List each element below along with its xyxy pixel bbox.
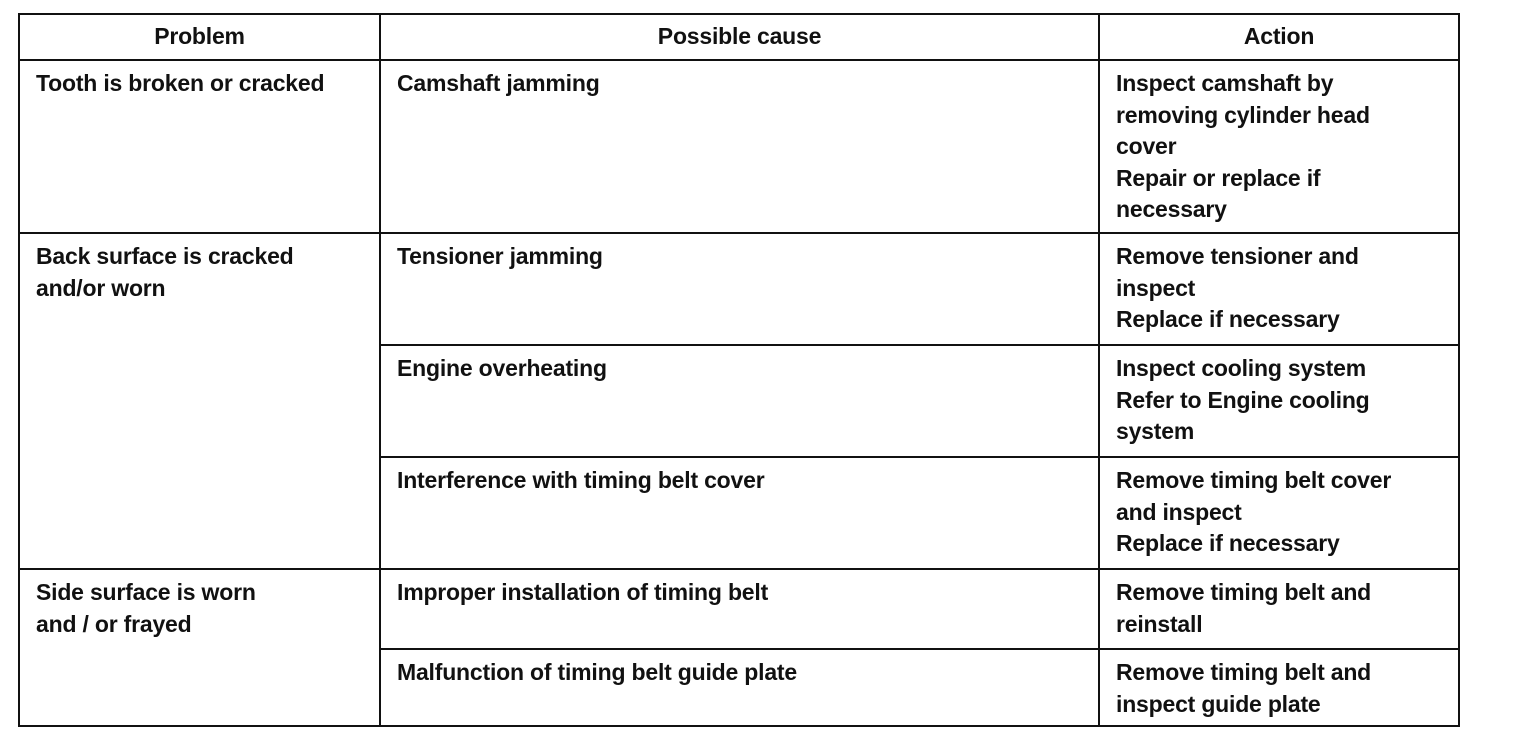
cause-cell: Camshaft jamming: [380, 60, 1099, 233]
action-text: Repair or replace if: [1116, 164, 1321, 191]
cause-cell: Interference with timing belt cover: [380, 457, 1099, 569]
header-possible-cause: Possible cause: [380, 14, 1099, 60]
header-action: Action: [1099, 14, 1459, 60]
table-row: [19, 569, 1459, 649]
action-text: Remove tensioner and: [1116, 243, 1359, 269]
action-text: Refer to Engine cooling: [1116, 386, 1370, 413]
action-cell: [1099, 233, 1459, 345]
cause-cell: Tensioner jamming: [380, 233, 1099, 345]
troubleshooting-table: [18, 13, 1460, 727]
action-cell: [1099, 569, 1459, 649]
table-row: [19, 233, 1459, 345]
action-cell: [1099, 345, 1459, 457]
table-row: [19, 60, 1459, 233]
action-text: Remove timing belt and: [1116, 659, 1372, 685]
action-text: system: [1116, 418, 1195, 444]
action-text: Remove timing belt and: [1116, 579, 1372, 605]
action-text: removing cylinder head: [1116, 101, 1370, 128]
action-text: necessary: [1116, 196, 1227, 222]
cause-cell: Engine overheating: [380, 345, 1099, 457]
problem-text: and / or frayed: [36, 610, 192, 637]
action-text: inspect guide plate: [1116, 690, 1321, 717]
action-text: Inspect cooling system: [1116, 355, 1366, 381]
action-cell: [1099, 60, 1459, 233]
problem-cell: [19, 233, 380, 569]
action-text: Inspect camshaft by: [1116, 70, 1334, 96]
action-text: cover: [1116, 133, 1177, 159]
problem-text: Tooth is broken or cracked: [36, 70, 325, 96]
action-text: Remove timing belt cover: [1116, 467, 1392, 493]
action-cell: [1099, 457, 1459, 569]
action-text: Replace if necessary: [1116, 530, 1340, 556]
action-text: and inspect: [1116, 498, 1242, 525]
problem-text: and/or worn: [36, 274, 166, 301]
header-problem: Problem: [19, 14, 380, 60]
problem-cell: [19, 569, 380, 726]
header-row: [19, 14, 1459, 60]
cause-cell: Improper installation of timing belt: [380, 569, 1099, 649]
action-text: Replace if necessary: [1116, 306, 1340, 332]
problem-cell: [19, 60, 380, 233]
action-text: reinstall: [1116, 610, 1203, 637]
action-text: inspect: [1116, 274, 1196, 301]
cause-cell: Malfunction of timing belt guide plate: [380, 649, 1099, 726]
action-cell: [1099, 649, 1459, 726]
problem-text: Side surface is worn: [36, 579, 256, 605]
problem-text: Back surface is cracked: [36, 243, 294, 269]
